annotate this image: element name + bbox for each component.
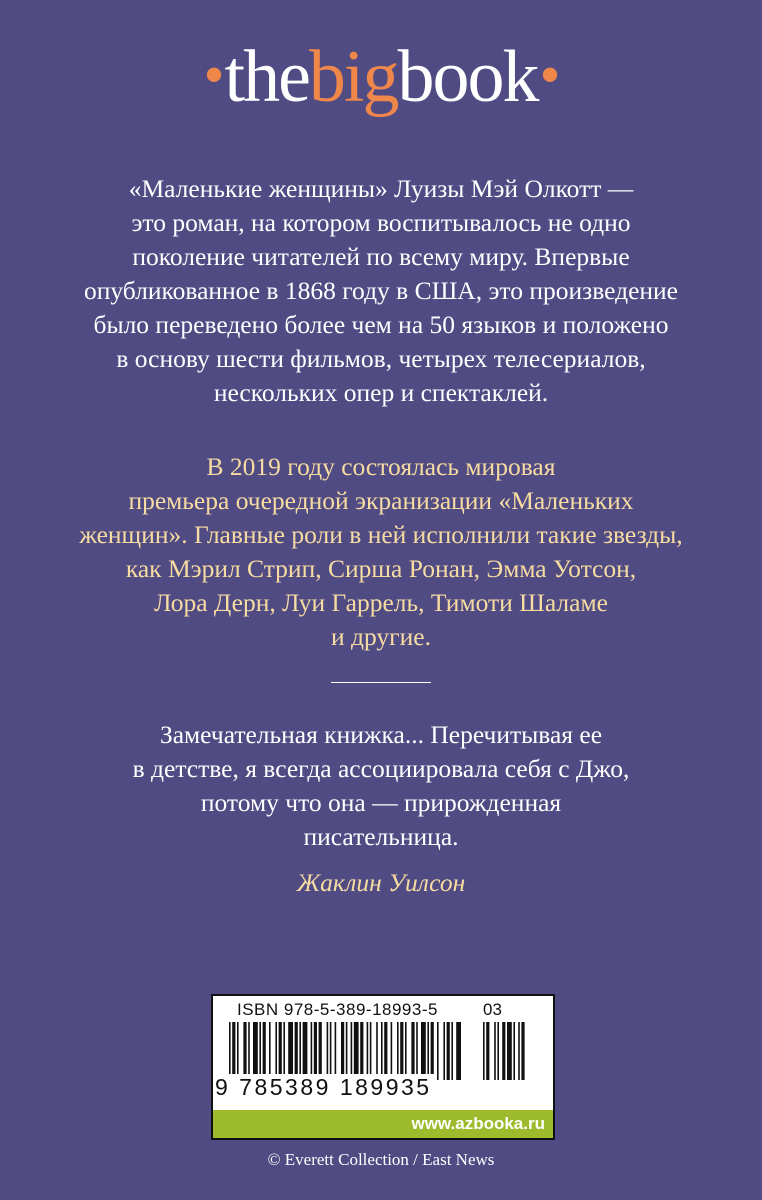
- text-line: премьера очередной экранизации «Маленьких: [128, 486, 634, 515]
- barcode-bar: [341, 1022, 344, 1080]
- isbn-label: ISBN 978-5-389-18993-5: [237, 1000, 438, 1019]
- barcode-bar: [330, 1022, 332, 1080]
- barcode-bar: [384, 1022, 387, 1080]
- barcode-bar: [397, 1022, 399, 1080]
- barcode-bar: [421, 1022, 426, 1080]
- barcode-bar: [311, 1022, 313, 1080]
- logo-dot-right: •: [539, 42, 559, 108]
- text-line: В 2019 году состоялась мировая: [206, 452, 556, 481]
- barcode-bar: [335, 1022, 337, 1080]
- barcode-bar: [232, 1022, 235, 1080]
- barcode-bar: [283, 1022, 285, 1080]
- text-line: нескольких опер и спектаклей.: [213, 378, 549, 407]
- barcode-bar: [303, 1022, 308, 1080]
- barcode-bar: [400, 1022, 403, 1080]
- addon-bar: [507, 1022, 512, 1080]
- barcode-bar: [354, 1022, 359, 1080]
- barcode-bar: [319, 1022, 322, 1080]
- review-quote: [40, 718, 722, 854]
- addon-bar: [486, 1022, 489, 1080]
- quote-author: Жаклин Уилсон: [296, 868, 466, 897]
- addon-bar: [483, 1022, 485, 1080]
- text-line: поколение читателей по всему миру. Впервые: [132, 242, 630, 271]
- text-line: и другие.: [331, 622, 431, 651]
- text-line: «Маленькие женщины» Луизы Мэй Олкотт —: [128, 174, 634, 203]
- barcode-bar: [243, 1022, 246, 1080]
- barcode-bar: [376, 1022, 378, 1080]
- barcode-bar: [275, 1022, 277, 1080]
- text-line: Замечательная книжка... Перечитывая ее: [159, 720, 603, 749]
- text-line: было переведено более чем на 50 языков и положено: [93, 310, 669, 339]
- text-line: писательница.: [303, 822, 459, 851]
- logo-big: big: [308, 36, 398, 118]
- barcode-bar: [253, 1022, 258, 1080]
- barcode-bar: [360, 1022, 363, 1080]
- barcode-bar: [314, 1022, 317, 1080]
- publisher-site: www.azbooka.ru: [213, 1110, 553, 1138]
- barcode-bar: [447, 1022, 450, 1080]
- premiere-paragraph: [40, 450, 722, 654]
- barcode-bar: [405, 1022, 407, 1080]
- addon-bar: [494, 1022, 496, 1080]
- barcode-bar: [237, 1022, 239, 1080]
- publisher-logo: [0, 32, 762, 122]
- barcode-bar: [279, 1022, 282, 1080]
- logo-dot-left: •: [203, 42, 223, 108]
- barcode-bar: [248, 1022, 250, 1080]
- description-paragraph: [40, 172, 722, 410]
- barcode-bar: [229, 1022, 231, 1080]
- barcode-bar: [456, 1022, 461, 1080]
- barcode-bar: [367, 1022, 369, 1080]
- barcode-bar: [443, 1022, 445, 1080]
- barcode-bar: [327, 1022, 329, 1080]
- addon-bar: [497, 1022, 499, 1080]
- addon-bar: [521, 1022, 524, 1080]
- barcode-bar: [431, 1022, 434, 1080]
- addon-bar: [502, 1022, 505, 1080]
- text-line: опубликованное в 1868 году в США, это произведение: [84, 276, 678, 305]
- barcode-bar: [411, 1022, 414, 1080]
- barcode-bar: [288, 1022, 293, 1080]
- text-line: женщин». Главные роли в ней исполнили такие звезды,: [79, 520, 683, 549]
- addon-bar: [513, 1022, 515, 1080]
- barcode-box: [211, 994, 555, 1140]
- barcode-bar: [451, 1022, 453, 1080]
- barcode-bar: [416, 1022, 418, 1080]
- text-line: в основу шести фильмов, четырех телесериалов,: [116, 344, 646, 373]
- logo-the: the: [224, 36, 309, 118]
- divider: [331, 682, 431, 683]
- barcode-bar: [295, 1022, 298, 1080]
- barcode-bar: [269, 1022, 271, 1080]
- logo-book: book: [397, 36, 538, 118]
- text-line: это роман, на котором воспитывалось не одно: [131, 208, 631, 237]
- addon-code: 03: [483, 1000, 502, 1019]
- barcode-bar: [391, 1022, 393, 1080]
- text-line: Лора Дерн, Луи Гаррель, Тимоти Шаламе: [154, 588, 608, 617]
- barcode-bars: [225, 1022, 541, 1080]
- barcode-bar: [346, 1022, 348, 1080]
- barcode-bar: [299, 1022, 301, 1080]
- addon-bar: [518, 1022, 520, 1080]
- text-line: как Мэрил Стрип, Сирша Ронан, Эмма Уотсон,: [125, 554, 637, 583]
- barcode-bar: [259, 1022, 261, 1080]
- barcode-bar: [381, 1022, 383, 1080]
- barcode-bar: [437, 1022, 439, 1080]
- barcode-bar: [427, 1022, 429, 1080]
- barcode-bar: [351, 1022, 353, 1080]
- barcode-bar: [263, 1022, 266, 1080]
- text-line: потому что она — прирожденная: [200, 788, 562, 817]
- photo-credit: © Everett Collection / East News: [267, 1150, 495, 1169]
- barcode-bar: [370, 1022, 372, 1080]
- barcode-digits: 9 785389 189935: [215, 1074, 436, 1101]
- text-line: в детстве, я всегда ассоциировала себя с Джо,: [132, 754, 630, 783]
